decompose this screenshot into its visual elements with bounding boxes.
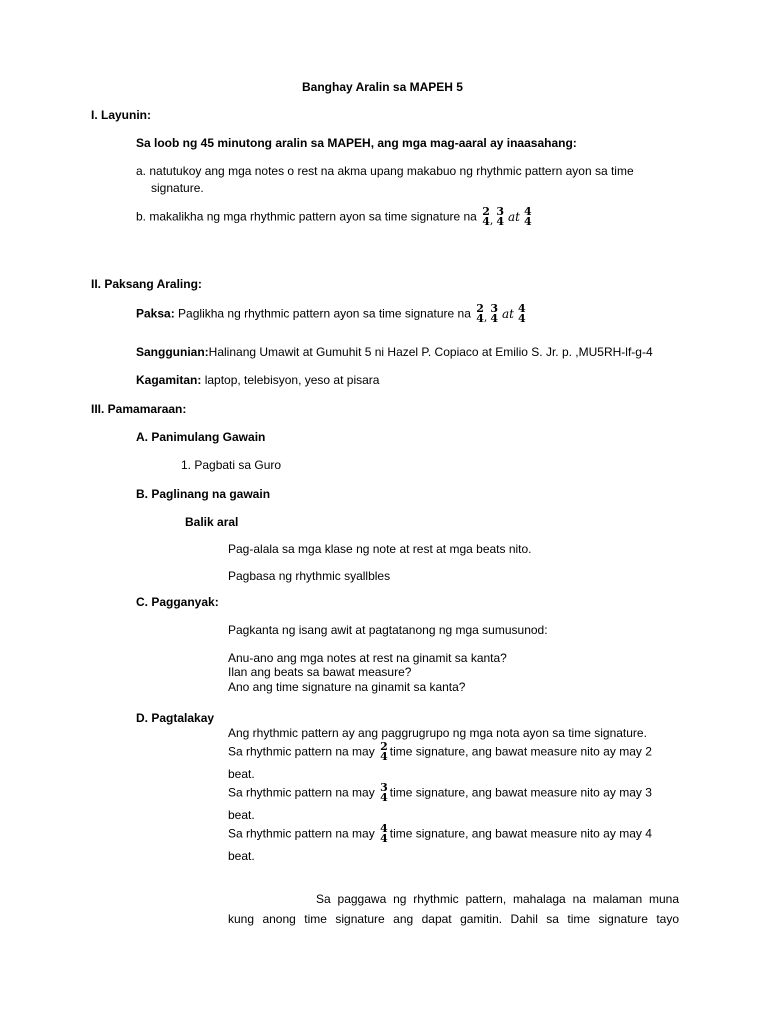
panimulang-gawain-heading: A. Panimulang Gawain [136, 430, 266, 444]
pagganyak-heading: C. Pagganyak: [136, 595, 219, 609]
layunin-intro: Sa loob ng 45 minutong aralin sa MAPEH, ang mga mag-aaral ay inaasahang: [136, 136, 577, 150]
time-signature-4-4: 4 4 [380, 822, 388, 845]
section-layunin-heading: I. Layunin: [91, 108, 151, 122]
comma-separator: , [483, 311, 488, 325]
kagamitan-line [136, 373, 379, 388]
paksa-text: Paglikha ng rhythmic pattern ayon sa time signature na [178, 306, 471, 321]
rhythmic-pattern-line-3-4 [228, 783, 652, 803]
rhythmic-line-text: Sa rhythmic pattern na may [228, 785, 375, 800]
pagganyak-question-1: Anu-ano ang mga notes at rest na ginamit sa kanta? [228, 651, 507, 665]
conjunction-at: at [502, 306, 515, 321]
objective-a-line1: a. natutukoy ang mga notes o rest na akma upang makabuo ng rhythmic pattern ayon sa time [136, 164, 634, 178]
time-signature-3-4: 3 4 [380, 781, 388, 804]
objective-b-text: b. makalikha ng mga rhythmic pattern ayon sa time signature na [136, 209, 477, 224]
conjunction-at: at [508, 209, 520, 224]
sanggunian-line [136, 345, 653, 360]
rhythmic-line-text: time signature, ang bawat measure nito ay may 3 [389, 785, 652, 800]
time-signature-4-4: 4 4 [518, 302, 526, 325]
paragraph-line-2: kung anong time signature ang dapat gamitin. Dahil sa time signature tayo [228, 912, 679, 926]
balik-aral-item-2: Pagbasa ng rhythmic syallbles [228, 569, 391, 583]
balik-aral-item-1: Pag-alala sa mga klase ng note at rest at mga beats nito. [228, 542, 532, 556]
paglinang-heading: B. Paglinang na gawain [136, 487, 271, 501]
objective-a-line2: signature. [151, 181, 204, 195]
pagganyak-question-3: Ano ang time signature na ginamit sa kanta? [228, 680, 466, 694]
paragraph-line-1: Sa paggawa ng rhythmic pattern, mahalaga na malaman muna [316, 892, 679, 906]
sanggunian-label: Sanggunian: [136, 345, 209, 359]
pagganyak-intro: Pagkanta ng isang awit at pagtatanong ng mga sumusunod: [228, 623, 548, 637]
kagamitan-label: Kagamitan: [136, 373, 202, 387]
rhythmic-pattern-cont-4-4: beat. [228, 849, 255, 863]
rhythmic-pattern-line-2-4 [228, 742, 652, 762]
paksa-line [136, 304, 528, 325]
time-signature-2-4: 2 4 [482, 205, 490, 228]
time-signature-2-4: 2 4 [476, 302, 484, 325]
pagbati-item: 1. Pagbati sa Guro [181, 458, 282, 472]
rhythmic-line-text: Sa rhythmic pattern na may [228, 826, 375, 841]
time-signature-3-4: 3 4 [496, 205, 504, 228]
pagtalakay-intro: Ang rhythmic pattern ay ang paggrugrupo ng mga nota ayon sa time signature. [228, 726, 647, 740]
paksa-label: Paksa: [136, 306, 175, 321]
balik-aral-heading: Balik aral [185, 515, 239, 529]
section-pamamaraan-heading: III. Pamamaraan: [91, 402, 187, 416]
rhythmic-pattern-cont-2-4: beat. [228, 767, 255, 781]
sanggunian-text: Halinang Umawit at Gumuhit 5 ni Hazel P. Copiaco at Emilio S. Jr. p. ,MU5RH-lf-g-4 [208, 345, 653, 359]
rhythmic-pattern-line-4-4 [228, 824, 652, 844]
rhythmic-pattern-cont-3-4: beat. [228, 808, 255, 822]
pagganyak-question-2: Ilan ang beats sa bawat measure? [228, 665, 412, 679]
time-signature-4-4: 4 4 [523, 205, 532, 228]
section-paksang-araling-heading: II. Paksang Araling: [91, 277, 202, 291]
document-title: Banghay Aralin sa MAPEH 5 [302, 80, 463, 94]
objective-b [136, 207, 534, 228]
comma-separator: , [489, 214, 494, 228]
pagtalakay-heading: D. Pagtalakay [136, 711, 215, 725]
time-signature-3-4: 3 4 [490, 302, 499, 325]
rhythmic-line-text: time signature, ang bawat measure nito ay may 4 [389, 826, 652, 841]
rhythmic-line-text: time signature, ang bawat measure nito ay may 2 [389, 744, 652, 759]
time-signature-2-4: 2 4 [380, 740, 388, 763]
kagamitan-text: laptop, telebisyon, yeso at pisara [204, 373, 380, 387]
rhythmic-line-text: Sa rhythmic pattern na may [228, 744, 375, 759]
